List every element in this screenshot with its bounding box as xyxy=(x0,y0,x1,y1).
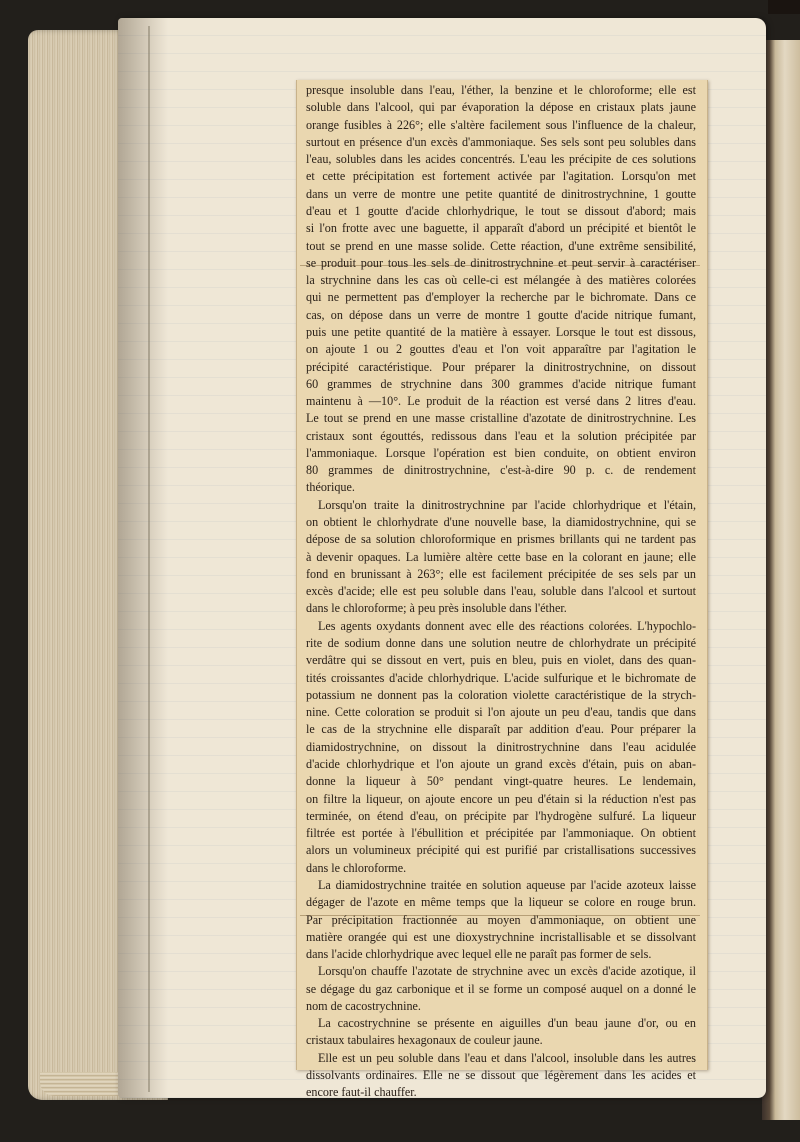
text-line: verdâtre qui se dissout en vert, puis en bleu, puis en violet, dans des quan- xyxy=(306,653,696,668)
text-line: si l'on frotte avec une baguette, il apparaît d'abord un précipité et bientôt le xyxy=(306,221,696,236)
text-line: se dégage du gaz carbonique et il se forme un composé auquel on a donné le xyxy=(306,981,696,996)
text-line: on filtre la liqueur, on ajoute encore un peu d'étain si la réduction n'est pas xyxy=(306,791,696,806)
text-line: filtrée est portée à l'ébullition et précipitée par l'ammoniaque. On obtient xyxy=(306,826,696,841)
text-line: qui ne permettent pas d'employer la recherche par le bichromate. Dans ce xyxy=(306,290,696,305)
text-line: tout se prend en une masse solide. Cette réaction, d'une extrême sensibilité, xyxy=(306,238,696,253)
text-line: terminée, on étend d'eau, on précipite par l'hydrogène sulfuré. La liqueur xyxy=(306,808,696,823)
text-line: théorique. xyxy=(306,480,355,495)
text-line: rite de sodium donne dans une solution neutre de chlorhydrate un précipité xyxy=(306,636,696,650)
text-line: 80 grammes de dinitrostrychnine, c'est-à-dire 90 p. c. de rendement xyxy=(306,463,696,478)
text-line: se produit pour tous les sels de dinitrostrychnine et peut servir à caractériser xyxy=(306,255,696,270)
article-text xyxy=(306,82,696,1102)
text-line: cristaux tabulaires hexagonaux de couleur jaune. xyxy=(306,1033,543,1048)
text-line: presque insoluble dans l'eau, l'éther, la benzine et le chloroforme; elle est xyxy=(306,83,696,97)
text-line: nom de cacostrychnine. xyxy=(306,998,421,1013)
text-line: dégager de l'azote en même temps que la liqueur se colore en rouge brun. xyxy=(306,895,696,910)
text-line: Par précipitation fractionnée au moyen d'ammoniaque, on obtient une xyxy=(306,912,696,927)
text-line: La diamidostrychnine traitée en solution aqueuse par l'acide azoteux laisse xyxy=(318,877,696,892)
text-line: puis une petite quantité de la matière à essayer. Lorsque le tout est dissous, xyxy=(306,324,696,339)
text-line: dans le chloroforme; à peu près insoluble dans l'éther. xyxy=(306,601,567,616)
text-line: soluble dans l'alcool, qui par évaporation la dépose en cristaux plats jaune xyxy=(306,100,696,115)
text-line: donne la liqueur à 50° pendant vingt-quatre heures. Le lendemain, xyxy=(306,774,696,789)
text-line: fond en brunissant à 263°; elle est facilement précipitée de ses sels par un xyxy=(306,566,696,581)
text-line: cristaux sont égouttés, redissous dans l'eau et la solution précipitée par xyxy=(306,428,696,443)
spine-shadow xyxy=(118,18,168,1098)
text-line: et cette précipitation est fortement activée par l'agitation. Lorsqu'on met xyxy=(306,169,696,184)
ledger-margin-line xyxy=(148,26,150,1092)
text-line: dissolvants ordinaires. Elle ne se dissout que légèrement dans les acides et xyxy=(306,1068,696,1083)
text-line: Lorsqu'on chauffe l'azotate de strychnine avec un excès d'acide azotique, il xyxy=(318,964,696,979)
right-page-edge xyxy=(762,40,800,1120)
text-line: La cacostrychnine se présente en aiguilles d'un beau jaune d'or, ou en xyxy=(318,1016,696,1031)
text-line: Lorsqu'on traite la dinitrostrychnine par l'acide chlorhydrique et l'étain, xyxy=(318,497,696,512)
text-line: dans le chloroforme. xyxy=(306,860,407,875)
text-line: Les agents oxydants donnent avec elle des réactions colorées. L'hypochlo- xyxy=(318,618,696,633)
text-line: 60 grammes de strychnine dans 300 grammes d'acide nitrique fumant xyxy=(306,376,696,391)
text-line: orange fusibles à 226°; elle s'altère facilement sous l'influence de la chaleur, xyxy=(306,117,696,132)
cover-corner xyxy=(768,0,800,14)
text-line: encore faut-il chauffer. xyxy=(306,1085,417,1100)
text-line: on obtient le chlorhydrate d'une nouvelle base, la diamidostrychnine, qui se xyxy=(306,515,696,530)
text-line: l'eau, solubles dans les acides concentrés. L'eau les précipite de ces solutions xyxy=(306,152,696,167)
text-line: dans l'acide chlorhydrique avec lequel elle ne paraît pas former de sels. xyxy=(306,947,652,962)
text-line: l'ammoniaque. Lorsque l'opération est bien conduite, on obtient environ xyxy=(306,445,696,460)
text-line: la strychnine dans les cas où celle-ci est mélangée à des matières colorées xyxy=(306,273,696,288)
text-line: excès d'acide; elle est peu soluble dans l'eau, soluble dans l'alcool et surtout xyxy=(306,584,696,599)
text-line: matière orangée qui est une dioxystrychnine incristallisable et se dissolvant xyxy=(306,929,696,944)
text-line: le cas de la strychnine elle disparaît par addition d'eau. Pour préparer la xyxy=(306,722,696,737)
text-line: Le tout se prend en une masse cristalline d'azotate de dinitrostrychnine. Les xyxy=(306,411,696,426)
text-line: diamidostrychnine, on dissout la dinitrostrychnine dans l'eau acidulée xyxy=(306,739,696,754)
text-line: maintenu à —10°. Le produit de la réaction est versé dans 2 litres d'eau. xyxy=(306,394,696,409)
text-line: Elle est un peu soluble dans l'eau et dans l'alcool, insoluble dans les autres xyxy=(318,1050,696,1065)
text-line: précipité caractéristique. Pour préparer la dinitrostrychnine, on dissout xyxy=(306,359,696,374)
text-line: potassium ne donnent pas la coloration violette caractéristique de la strych- xyxy=(306,687,696,702)
text-line: cas, on dépose dans un verre de montre 1 goutte d'acide nitrique fumant, xyxy=(306,307,696,322)
text-line: nine. Cette coloration se produit si l'on ajoute un peu d'eau, tandis que dans xyxy=(306,705,696,720)
text-line: surtout en présence d'un excès d'ammoniaque. Ses sels sont peu solubles dans xyxy=(306,134,696,149)
text-line: tités croissantes d'acide chlorhydrique. L'acide sulfurique et le bichromate de xyxy=(306,670,696,685)
text-line: d'eau et 1 goutte d'acide chlorhydrique, le tout se dissout d'abord; mais xyxy=(306,203,696,218)
text-line: on ajoute 1 ou 2 gouttes d'eau et l'on voit apparaître par l'agitation le xyxy=(306,342,696,357)
text-line: dépose de sa solution chloroformique en prismes brillants qui ne tardent pas xyxy=(306,532,696,547)
text-line: alors un volumineux précipité qui est purifié par cristallisations successives xyxy=(306,843,696,858)
text-line: dans un verre de montre une petite quantité de dinitrostrychnine, 1 goutte xyxy=(306,186,696,201)
text-line: d'acide chlorhydrique et l'on ajoute un grand excès d'étain, puis on aban- xyxy=(306,756,696,771)
text-line: à devenir opaques. La lumière altère cette base en la colorant en jaune; elle xyxy=(306,549,696,564)
